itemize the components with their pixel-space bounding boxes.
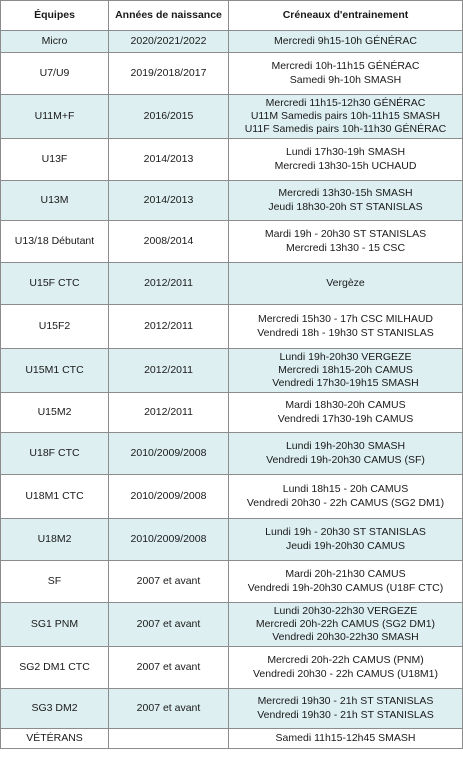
header-birth-years: Années de naissance	[109, 1, 229, 31]
birth-years-cell: 2007 et avant	[109, 603, 229, 647]
team-cell: U7/U9	[1, 53, 109, 95]
table-row	[1, 263, 463, 305]
training-slot: Vendredi 19h-20h30 CAMUS (U18F CTC)	[247, 581, 444, 594]
birth-years-cell: 2014/2013	[109, 139, 229, 181]
birth-years-cell	[109, 729, 229, 749]
training-slots-cell	[229, 603, 463, 647]
training-slot: U11F Samedis pairs 10h-11h30 GÉNÉRAC	[244, 123, 447, 136]
table-row	[1, 689, 463, 729]
training-slot: Vendredi 20h30 - 22h CAMUS (U18M1)	[252, 667, 438, 680]
training-slot: Mercredi 9h15-10h GÉNÉRAC	[274, 34, 417, 47]
training-slot: Vendredi 19h-20h30 CAMUS (SF)	[266, 453, 425, 466]
training-slots-cell	[229, 221, 463, 263]
training-slot: Lundi 17h30-19h SMASH	[285, 146, 406, 159]
training-slots-cell	[229, 95, 463, 139]
birth-years-cell: 2012/2011	[109, 263, 229, 305]
training-slot: Mercredi 20h-22h CAMUS (SG2 DM1)	[255, 617, 436, 630]
training-slot: Mardi 19h - 20h30 ST STANISLAS	[264, 228, 427, 241]
training-slot: Vendredi 19h30 - 21h ST STANISLAS	[257, 708, 434, 721]
birth-years-cell: 2014/2013	[109, 181, 229, 221]
birth-years-cell: 2012/2011	[109, 305, 229, 349]
training-slot: Mercredi 19h30 - 21h ST STANISLAS	[257, 695, 434, 708]
team-cell: U18M1 CTC	[1, 475, 109, 519]
training-slots-cell	[229, 729, 463, 749]
training-slot: Samedi 11h15-12h45 SMASH	[275, 731, 416, 744]
team-cell: U18M2	[1, 519, 109, 561]
table-row	[1, 433, 463, 475]
training-slot: Mardi 20h-21h30 CAMUS	[285, 568, 406, 581]
team-cell: U15M2	[1, 393, 109, 433]
training-slots-cell	[229, 305, 463, 349]
table-row	[1, 519, 463, 561]
training-slot: Vendredi 17h30-19h CAMUS	[277, 412, 414, 425]
team-cell: U15F CTC	[1, 263, 109, 305]
training-slot: Mercredi 10h-11h15 GÉNÉRAC	[271, 60, 420, 73]
team-cell: SG2 DM1 CTC	[1, 647, 109, 689]
birth-years-cell: 2007 et avant	[109, 647, 229, 689]
table-row	[1, 393, 463, 433]
training-slot: Jeudi 19h-20h30 CAMUS	[285, 539, 406, 552]
training-slot: Vendredi 20h30-22h30 SMASH	[272, 631, 419, 644]
training-slot: Lundi 19h-20h30 SMASH	[285, 440, 406, 453]
training-slot: Mardi 18h30-20h CAMUS	[285, 399, 406, 412]
table-row	[1, 475, 463, 519]
table-row	[1, 349, 463, 393]
training-slot: Lundi 20h30-22h30 VERGEZE	[273, 604, 418, 617]
training-slot: Mercredi 13h30 - 15 CSC	[285, 241, 406, 254]
header-training-slots: Créneaux d'entrainement	[229, 1, 463, 31]
training-slot: Samedi 9h-10h SMASH	[289, 73, 402, 86]
training-slot: U11M Samedis pairs 10h-11h15 SMASH	[250, 109, 441, 122]
table-row	[1, 305, 463, 349]
birth-years-cell: 2019/2018/2017	[109, 53, 229, 95]
training-slots-cell	[229, 689, 463, 729]
table-row	[1, 603, 463, 647]
birth-years-cell: 2007 et avant	[109, 561, 229, 603]
header-row	[1, 1, 463, 31]
training-slot: Vendredi 17h30-19h15 SMASH	[272, 377, 419, 390]
birth-years-cell: 2010/2009/2008	[109, 475, 229, 519]
birth-years-cell: 2010/2009/2008	[109, 433, 229, 475]
team-cell: U13M	[1, 181, 109, 221]
team-cell: SG3 DM2	[1, 689, 109, 729]
training-slot: Mercredi 13h30-15h UCHAUD	[274, 159, 417, 172]
team-cell: U11M+F	[1, 95, 109, 139]
training-slots-cell	[229, 475, 463, 519]
training-slot: Lundi 18h15 - 20h CAMUS	[282, 483, 409, 496]
table-row	[1, 729, 463, 749]
birth-years-cell: 2010/2009/2008	[109, 519, 229, 561]
table-row	[1, 221, 463, 263]
table-row	[1, 31, 463, 53]
table-row	[1, 53, 463, 95]
training-slots-cell	[229, 181, 463, 221]
team-cell: U15M1 CTC	[1, 349, 109, 393]
team-cell: SG1 PNM	[1, 603, 109, 647]
training-slot: Lundi 19h-20h30 VERGEZE	[279, 350, 412, 363]
team-cell: Micro	[1, 31, 109, 53]
training-slots-cell	[229, 433, 463, 475]
table-row	[1, 95, 463, 139]
birth-years-cell: 2020/2021/2022	[109, 31, 229, 53]
training-slots-cell	[229, 647, 463, 689]
training-slots-cell	[229, 393, 463, 433]
team-cell: U13F	[1, 139, 109, 181]
team-cell: U18F CTC	[1, 433, 109, 475]
training-slot: Mercredi 18h15-20h CAMUS	[278, 363, 413, 376]
training-slot: Lundi 19h - 20h30 ST STANISLAS	[265, 526, 426, 539]
table-row	[1, 647, 463, 689]
team-cell: U15F2	[1, 305, 109, 349]
training-slot: Mercredi 11h15-12h30 GÉNÉRAC	[265, 96, 426, 109]
table-row	[1, 181, 463, 221]
training-slot: Mercredi 20h-22h CAMUS (PNM)	[267, 654, 424, 667]
birth-years-cell: 2016/2015	[109, 95, 229, 139]
birth-years-cell: 2008/2014	[109, 221, 229, 263]
team-cell: SF	[1, 561, 109, 603]
training-slots-cell	[229, 349, 463, 393]
training-slots-cell	[229, 139, 463, 181]
training-slot: Mercredi 13h30-15h SMASH	[278, 187, 413, 200]
table-body	[1, 31, 463, 749]
training-slot: Vergèze	[326, 276, 365, 289]
birth-years-cell: 2012/2011	[109, 349, 229, 393]
training-slot: Vendredi 18h - 19h30 ST STANISLAS	[257, 326, 434, 339]
table-row	[1, 561, 463, 603]
birth-years-cell: 2012/2011	[109, 393, 229, 433]
training-slot: Jeudi 18h30-20h ST STANISLAS	[268, 200, 423, 213]
training-slot: Mercredi 15h30 - 17h CSC MILHAUD	[257, 313, 434, 326]
training-slots-cell	[229, 561, 463, 603]
training-slots-cell	[229, 519, 463, 561]
training-slots-cell	[229, 53, 463, 95]
table-row	[1, 139, 463, 181]
training-slots-cell	[229, 31, 463, 53]
team-cell: VÉTÉRANS	[1, 729, 109, 749]
header-teams: Équipes	[1, 1, 109, 31]
team-cell: U13/18 Débutant	[1, 221, 109, 263]
training-slot: Vendredi 20h30 - 22h CAMUS (SG2 DM1)	[246, 496, 445, 509]
birth-years-cell: 2007 et avant	[109, 689, 229, 729]
training-slots-cell	[229, 263, 463, 305]
